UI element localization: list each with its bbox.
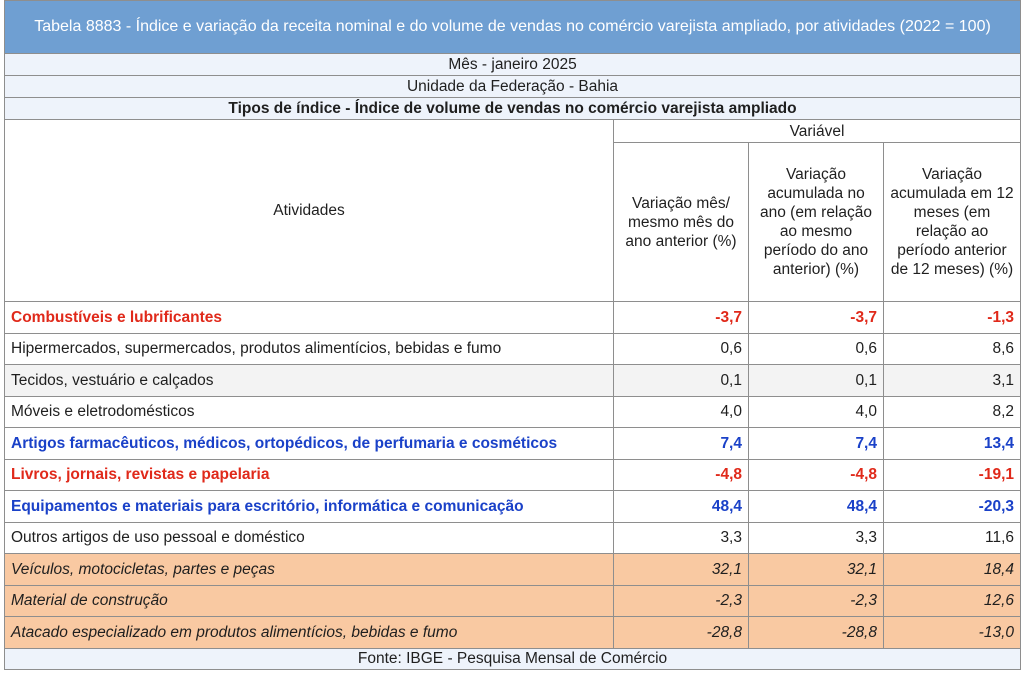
activity-cell: Artigos farmacêuticos, médicos, ortopédicos, de perfumaria e cosméticos bbox=[5, 428, 614, 460]
year-accumulated-cell: 4,0 bbox=[749, 396, 884, 428]
activity-cell: Hipermercados, supermercados, produtos alimentícios, bebidas e fumo bbox=[5, 333, 614, 365]
table-row bbox=[5, 302, 1021, 334]
month-variation-cell: -4,8 bbox=[614, 459, 749, 491]
12-months-accumulated-cell: 12,6 bbox=[884, 585, 1021, 617]
table-row bbox=[5, 428, 1021, 460]
table-row bbox=[5, 491, 1021, 523]
month-variation-cell: -3,7 bbox=[614, 302, 749, 334]
month-variation-cell: -28,8 bbox=[614, 617, 749, 649]
table-row bbox=[5, 365, 1021, 397]
year-accumulated-cell: 7,4 bbox=[749, 428, 884, 460]
table-title: Tabela 8883 - Índice e variação da receita nominal e do volume de vendas no comércio varejista ampliado, por atividades (2022 = 100) bbox=[5, 1, 1021, 54]
table-row bbox=[5, 617, 1021, 649]
month-variation-cell: 3,3 bbox=[614, 522, 749, 554]
12-months-accumulated-cell: -13,0 bbox=[884, 617, 1021, 649]
12-months-accumulated-cell: -19,1 bbox=[884, 459, 1021, 491]
12-months-accumulated-cell: 11,6 bbox=[884, 522, 1021, 554]
12-months-accumulated-cell: -20,3 bbox=[884, 491, 1021, 523]
12-months-accumulated-cell: 13,4 bbox=[884, 428, 1021, 460]
year-accumulated-cell: -2,3 bbox=[749, 585, 884, 617]
month-label: Mês - janeiro 2025 bbox=[5, 54, 1021, 76]
activity-cell: Outros artigos de uso pessoal e doméstico bbox=[5, 522, 614, 554]
column-header-12-months-accumulated: Variação acumulada em 12 meses (em relação ao período anterior de 12 meses) (%) bbox=[884, 143, 1021, 302]
year-accumulated-cell: -4,8 bbox=[749, 459, 884, 491]
month-variation-cell: -2,3 bbox=[614, 585, 749, 617]
year-accumulated-cell: -3,7 bbox=[749, 302, 884, 334]
12-months-accumulated-cell: 3,1 bbox=[884, 365, 1021, 397]
column-header-month-variation: Variação mês/ mesmo mês do ano anterior (%) bbox=[614, 143, 749, 302]
column-header-year-accumulated: Variação acumulada no ano (em relação ao mesmo período do ano anterior) (%) bbox=[749, 143, 884, 302]
month-variation-cell: 7,4 bbox=[614, 428, 749, 460]
12-months-accumulated-cell: 8,2 bbox=[884, 396, 1021, 428]
year-accumulated-cell: 48,4 bbox=[749, 491, 884, 523]
year-accumulated-cell: 0,6 bbox=[749, 333, 884, 365]
data-table bbox=[4, 0, 1021, 670]
table-row bbox=[5, 333, 1021, 365]
12-months-accumulated-cell: 18,4 bbox=[884, 554, 1021, 586]
month-variation-cell: 0,1 bbox=[614, 365, 749, 397]
activity-cell: Material de construção bbox=[5, 585, 614, 617]
12-months-accumulated-cell: 8,6 bbox=[884, 333, 1021, 365]
year-accumulated-cell: 32,1 bbox=[749, 554, 884, 586]
year-accumulated-cell: 3,3 bbox=[749, 522, 884, 554]
month-variation-cell: 32,1 bbox=[614, 554, 749, 586]
activity-cell: Combustíveis e lubrificantes bbox=[5, 302, 614, 334]
table-row bbox=[5, 585, 1021, 617]
index-type-label: Tipos de índice - Índice de volume de vendas no comércio varejista ampliado bbox=[5, 98, 1021, 120]
table-row bbox=[5, 396, 1021, 428]
table-container bbox=[4, 0, 1020, 670]
activity-cell: Atacado especializado em produtos alimentícios, bebidas e fumo bbox=[5, 617, 614, 649]
table-body bbox=[5, 1, 1021, 670]
month-variation-cell: 48,4 bbox=[614, 491, 749, 523]
table-row bbox=[5, 554, 1021, 586]
activities-header: Atividades bbox=[5, 120, 614, 302]
table-row bbox=[5, 522, 1021, 554]
activity-cell: Livros, jornais, revistas e papelaria bbox=[5, 459, 614, 491]
activity-cell: Veículos, motocicletas, partes e peças bbox=[5, 554, 614, 586]
activity-cell: Móveis e eletrodomésticos bbox=[5, 396, 614, 428]
state-label: Unidade da Federação - Bahia bbox=[5, 76, 1021, 98]
source-footer: Fonte: IBGE - Pesquisa Mensal de Comércio bbox=[5, 648, 1021, 669]
variable-header: Variável bbox=[614, 120, 1021, 143]
12-months-accumulated-cell: -1,3 bbox=[884, 302, 1021, 334]
activity-cell: Equipamentos e materiais para escritório, informática e comunicação bbox=[5, 491, 614, 523]
activity-cell: Tecidos, vestuário e calçados bbox=[5, 365, 614, 397]
year-accumulated-cell: -28,8 bbox=[749, 617, 884, 649]
month-variation-cell: 0,6 bbox=[614, 333, 749, 365]
year-accumulated-cell: 0,1 bbox=[749, 365, 884, 397]
month-variation-cell: 4,0 bbox=[614, 396, 749, 428]
table-row bbox=[5, 459, 1021, 491]
